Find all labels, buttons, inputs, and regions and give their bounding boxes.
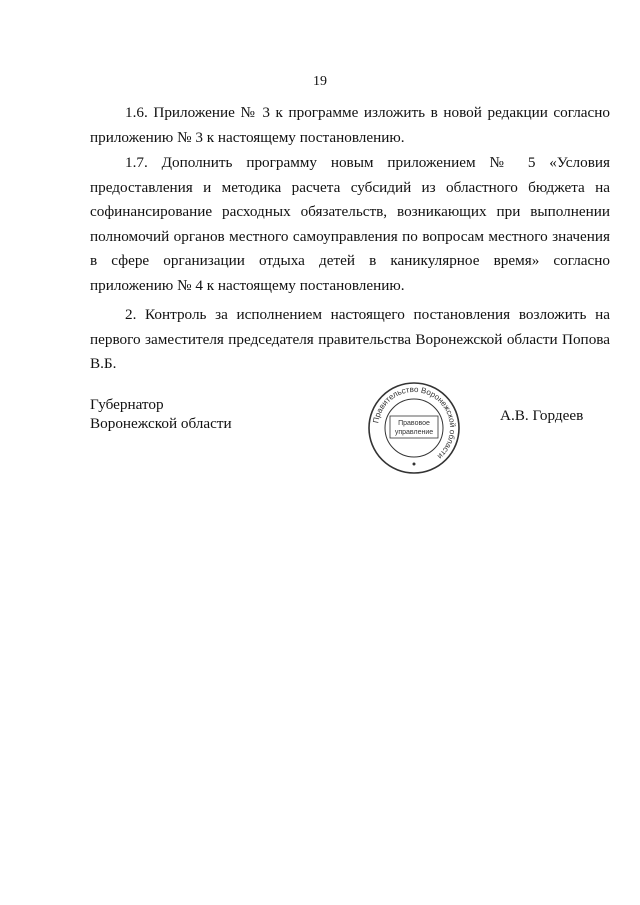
official-stamp	[366, 380, 462, 476]
paragraph-1-6: 1.6. Приложение № 3 к программе изложить в новой редакции согласно приложению № 3 к настоящему постановлению.	[90, 104, 610, 146]
signatory-title-line2: Воронежской области	[90, 415, 232, 432]
stamp-center-line2: управление	[394, 429, 434, 436]
stamp-ring-text: Правительство Воронежской области	[371, 384, 458, 461]
page-number: 19	[313, 74, 327, 89]
signatory-title-line1: Губернатор	[90, 396, 164, 413]
stamp-center-line1: Правовое	[398, 420, 430, 427]
stamp-star	[413, 463, 416, 466]
stamp-outer-ring	[369, 383, 459, 473]
signatory-name: А.В. Гордеев	[500, 407, 584, 424]
signatory-title	[90, 395, 232, 433]
paragraph-2-control: 2. Контроль за исполнением настоящего постановления возложить на первого заместителя председателя правительства Воронежской области Попова В.Б.	[90, 306, 610, 373]
paragraph-1-7: 1.7. Дополнить программу новым приложением № 5 «Условия предоставления и методика расчета субсидий из областного бюджета на софинансирование расходных обязательств, возникающих при выполнении полномочий органов местного самоуправления по вопросам местного значения в сфере организации отдыха детей в каникулярное время» согласно приложению № 4 к настоящему постановлению.	[90, 154, 610, 294]
stamp-inner-ring	[385, 399, 443, 457]
